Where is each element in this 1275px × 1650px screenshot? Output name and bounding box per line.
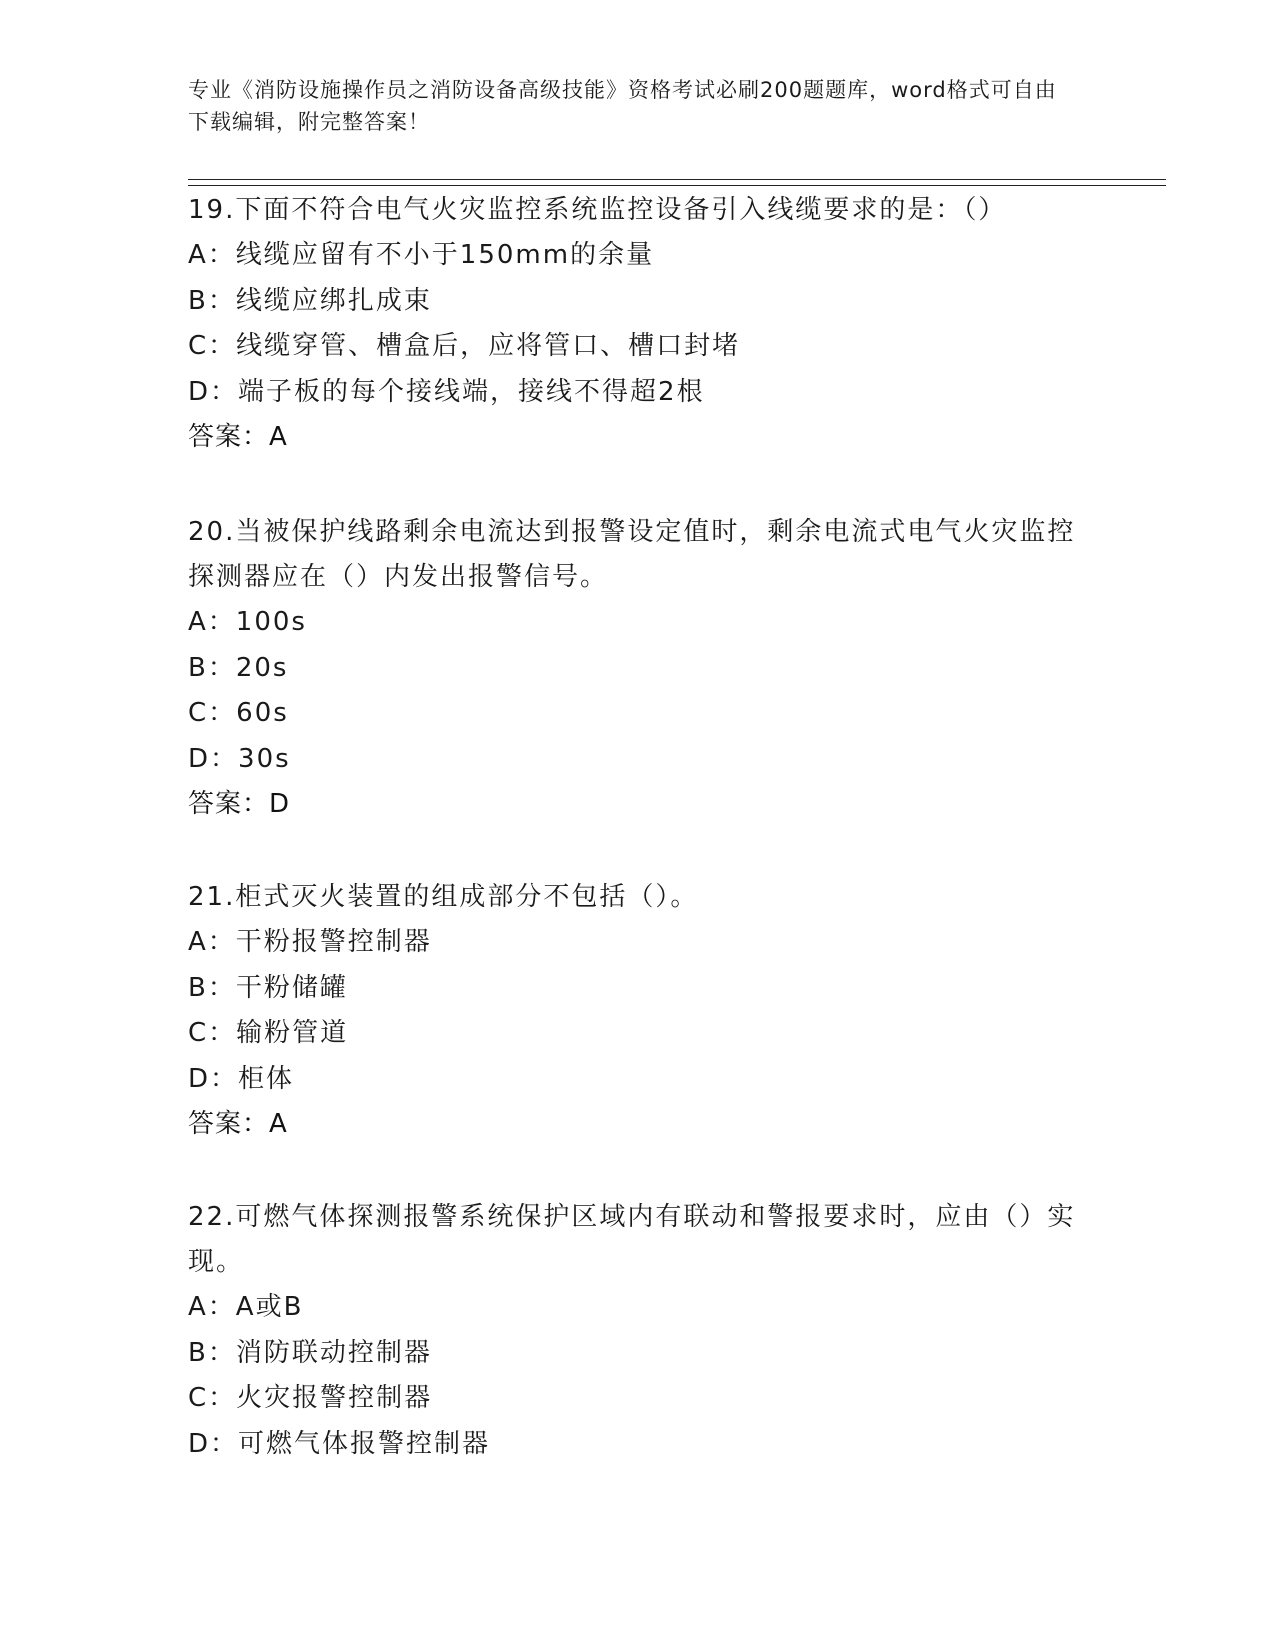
option-c: C：60s (188, 698, 289, 728)
question-21 (188, 875, 1088, 1147)
option-a: A：A或B (188, 1292, 304, 1322)
option-c: C：输粉管道 (188, 1018, 349, 1048)
question-19 (188, 188, 1088, 460)
option-b: B：线缆应绑扎成束 (188, 285, 432, 316)
header-divider-top (188, 179, 1166, 180)
option-a: A：100s (188, 607, 307, 637)
question-stem: 19.下面不符合电气火灾监控系统监控设备引入线缆要求的是：（） (188, 195, 1007, 225)
question-20 (188, 510, 1088, 827)
question-stem: 20.当被保护线路剩余电流达到报警设定值时，剩余电流式电气火灾监控探测器应在（）内发出报警信号。 (188, 517, 1076, 592)
answer-label: 答案：A (188, 1109, 288, 1139)
option-d: D：30s (188, 743, 291, 774)
question-22 (188, 1195, 1088, 1467)
option-d: D：柜体 (188, 1063, 295, 1094)
option-a: A：干粉报警控制器 (188, 927, 432, 957)
option-d: D：可燃气体报警控制器 (188, 1428, 491, 1459)
header-divider-bottom (188, 185, 1166, 186)
option-b: B：消防联动控制器 (188, 1337, 432, 1368)
option-c: C：火灾报警控制器 (188, 1383, 433, 1413)
question-stem: 22.可燃气体探测报警系统保护区域内有联动和警报要求时，应由（）实现。 (188, 1202, 1076, 1277)
option-b: B：干粉储罐 (188, 972, 348, 1003)
answer-label: 答案：D (188, 789, 291, 819)
option-a: A：线缆应留有不小于150mm的余量 (188, 240, 655, 270)
document-header: 专业《消防设施操作员之消防设备高级技能》资格考试必刷200题题库，word格式可自由下载编辑，附完整答案！ (188, 78, 1057, 134)
question-stem: 21.柜式灭火装置的组成部分不包括（）。 (188, 882, 699, 912)
option-b: B：20s (188, 652, 289, 683)
answer-label: 答案：A (188, 422, 288, 452)
option-d: D：端子板的每个接线端，接线不得超2根 (188, 376, 705, 407)
option-c: C：线缆穿管、槽盒后，应将管口、槽口封堵 (188, 331, 741, 361)
